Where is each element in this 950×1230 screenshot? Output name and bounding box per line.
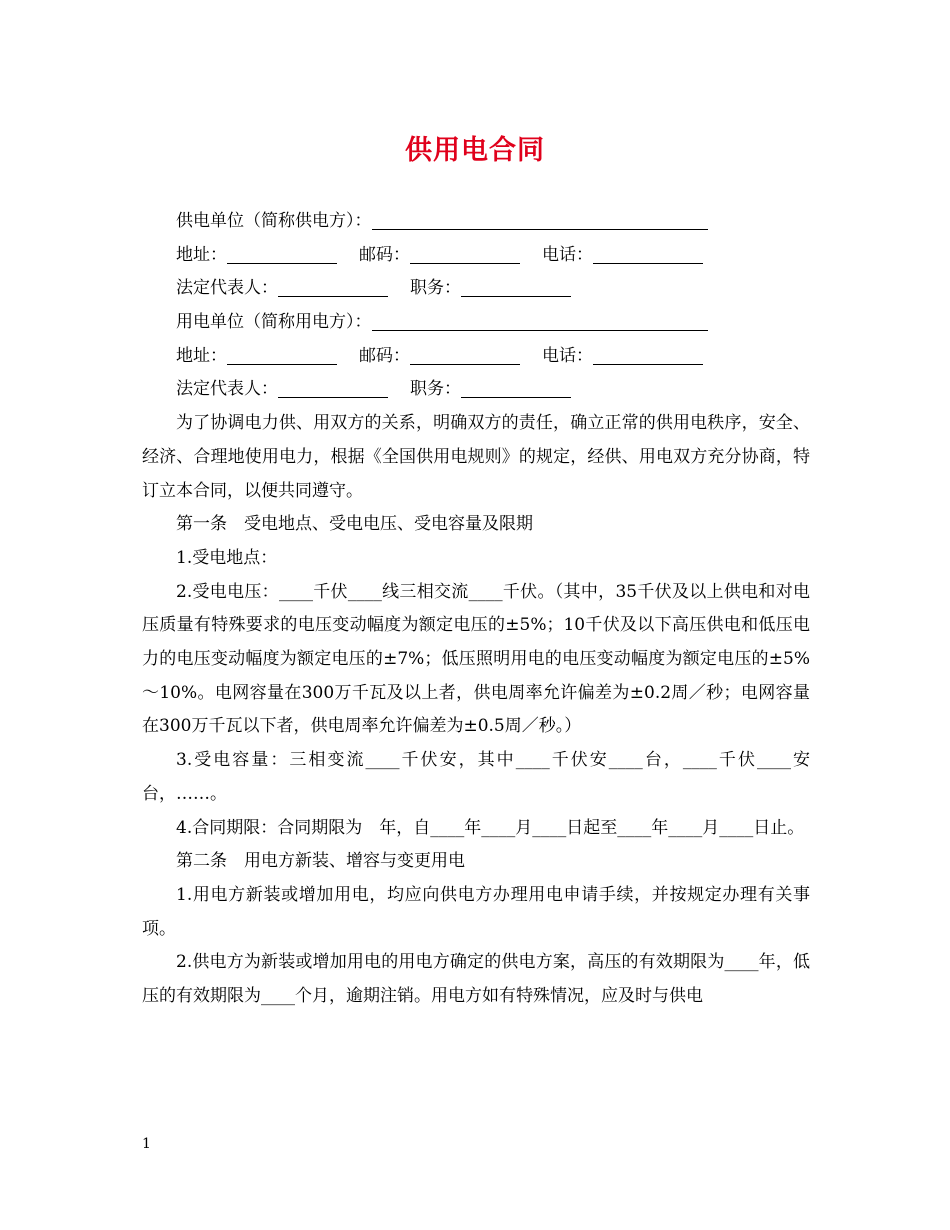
- legal-rep-label: 法定代表人：: [176, 379, 278, 400]
- phone-label: 电话：: [542, 244, 593, 265]
- phone-label: 电话：: [542, 345, 593, 366]
- article-2-heading: 第二条 用电方新装、增容与变更用电: [176, 851, 465, 872]
- clause-1-4: 4.合同期限：合同期限为 年，自____年____月____日起至____年____月____日止。: [176, 817, 805, 838]
- contract-body: [142, 205, 810, 1014]
- supplier-unit-row: [142, 205, 810, 239]
- postcode-label: 邮码：: [359, 244, 410, 265]
- supplier-unit-blank: [372, 211, 708, 230]
- supplier-rep-row: [142, 272, 810, 306]
- postcode-blank: [410, 245, 520, 264]
- article-1-heading: 第一条 受电地点、受电电压、受电容量及限期: [176, 514, 533, 535]
- supplier-unit-label: 供电单位（简称供电方）：: [176, 211, 372, 231]
- supplier-contact-row: [142, 239, 810, 273]
- page-title: 供用电合同: [405, 135, 545, 166]
- address-blank: [227, 245, 337, 264]
- phone-blank: [593, 245, 703, 264]
- clause-2-2: 2.供电方为新装或增加用电的用电方确定的供电方案，高压的有效期限为____年，低压的有效期限为____个月，逾期注销。用电方如有特殊情况，应及时与供电: [142, 952, 810, 1007]
- address-label: 地址：: [176, 244, 227, 265]
- user-unit-blank: [372, 312, 708, 331]
- legal-rep-blank: [278, 379, 388, 398]
- postcode-label: 邮码：: [359, 345, 410, 366]
- position-blank: [461, 278, 571, 297]
- legal-rep-label: 法定代表人：: [176, 278, 278, 299]
- user-rep-row: [142, 373, 810, 407]
- clause-1-2: 2.受电电压：____千伏____线三相交流____千伏。（其中，35千伏及以上供电和对电压质量有特殊要求的电压变动幅度为额定电压的±5%；10千伏及以下高压供电和低压电力的电压变动幅度为额定电压的±7%；低压照明用电的电压变动幅度为额定电压的±5%～10%。电网容量在300万千瓦及以上者，供电周率允许偏差为±0.2周／秒；电网容量在300万千瓦以下者，供电周率允许偏差为±0.5周／秒。）: [142, 581, 810, 737]
- address-blank: [227, 346, 337, 365]
- user-unit-row: [142, 306, 810, 340]
- preamble-paragraph: 为了协调电力供、用双方的关系，明确双方的责任，确立正常的供用电秩序，安全、经济、合理地使用电力，根据《全国供用电规则》的规定，经供、用电双方充分协商，特订立本合同，以便共同遵守。: [142, 413, 810, 501]
- position-label: 职务：: [410, 278, 461, 299]
- user-contact-row: [142, 340, 810, 374]
- position-label: 职务：: [410, 379, 461, 400]
- clause-2-1: 1.用电方新装或增加用电，均应向供电方办理用电申请手续，并按规定办理有关事项。: [142, 884, 810, 939]
- postcode-blank: [410, 346, 520, 365]
- position-blank: [461, 379, 571, 398]
- clause-1-1: 1.受电地点：: [176, 547, 278, 568]
- legal-rep-blank: [278, 278, 388, 297]
- page-number: 1: [142, 1136, 151, 1152]
- user-unit-label: 用电单位（简称用电方）：: [176, 312, 372, 333]
- phone-blank: [593, 346, 703, 365]
- address-label: 地址：: [176, 345, 227, 366]
- clause-1-3: 3.受电容量：三相变流____千伏安，其中____千伏安____台，____千伏____安台，……。: [142, 750, 810, 804]
